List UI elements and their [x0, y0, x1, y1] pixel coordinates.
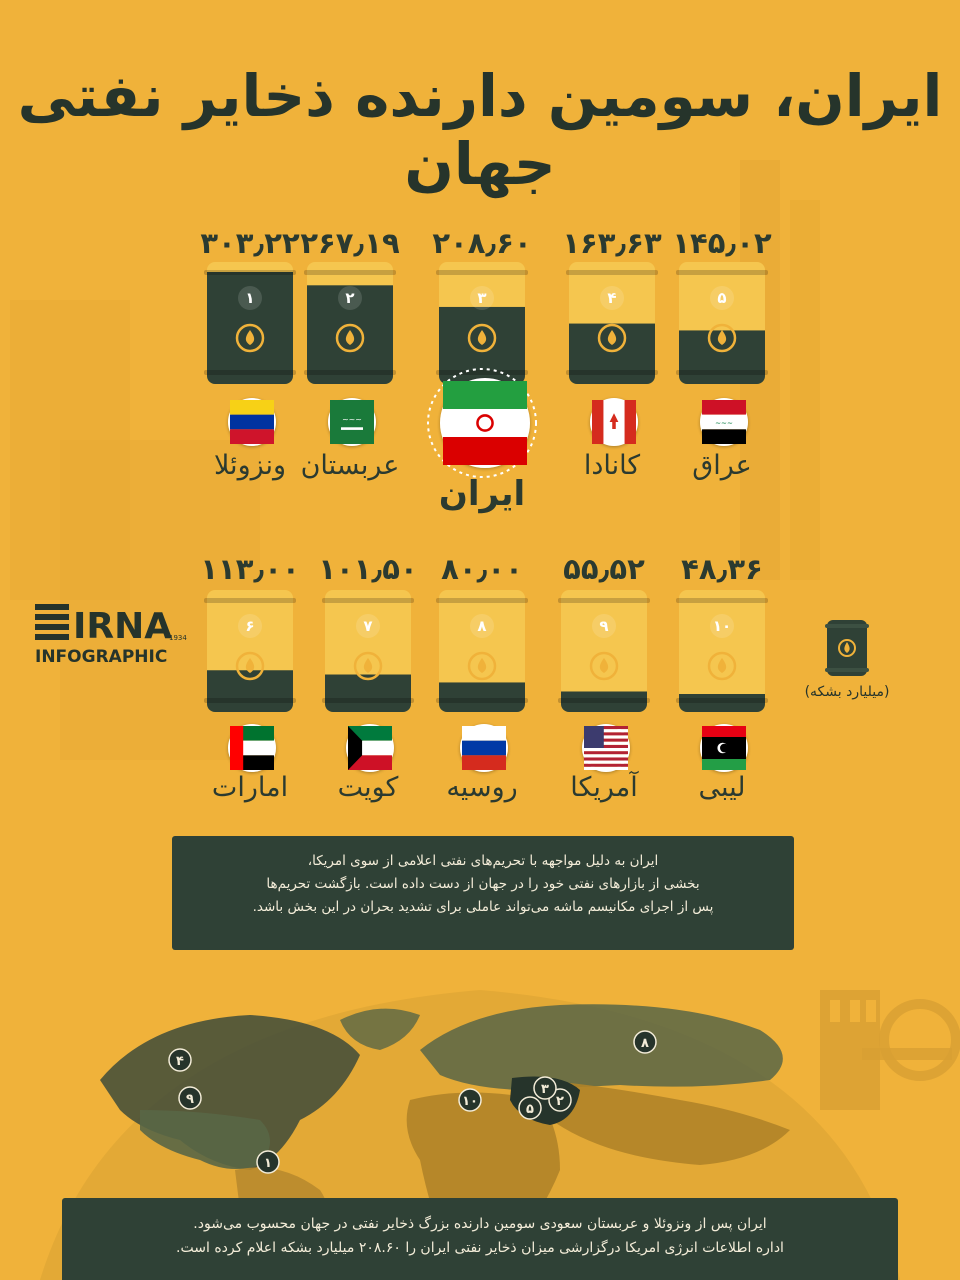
country-name: عربستان — [300, 450, 400, 481]
country-name: لیبی — [698, 772, 746, 803]
barrel-2 — [304, 262, 396, 384]
map-marker-label: ۸ — [641, 1036, 649, 1051]
barrel-4 — [566, 262, 658, 384]
rank-label: ۸ — [477, 617, 487, 635]
map-marker-label: ۳ — [541, 1082, 549, 1097]
value-label: ۴۸٫۳۶ — [681, 552, 763, 586]
page-title: ایران، سومین دارنده ذخایر نفتی جهان — [17, 62, 943, 198]
country-name: کانادا — [583, 450, 641, 481]
svg-text:~~~: ~~~ — [715, 418, 733, 428]
country-name: کویت — [337, 772, 399, 803]
barrel-7 — [322, 590, 414, 712]
map-marker-label: ۵ — [526, 1102, 534, 1117]
value-label: ۸۰٫۰۰ — [441, 552, 523, 586]
map-marker-label: ۲ — [556, 1094, 564, 1109]
rank-label: ۱۰ — [712, 617, 732, 635]
kuwait-flag-icon — [346, 724, 394, 772]
barrel-1 — [204, 262, 296, 384]
value-label: ۵۵٫۵۲ — [563, 552, 645, 586]
value-label: ۱۱۳٫۰۰ — [200, 552, 300, 586]
info-line: بخشی از بازارهای نفتی خود را در جهان از دست داده است. بازگشت تحریم‌ها — [266, 876, 700, 892]
logo-year: 1934 — [169, 634, 187, 642]
value-label: ۲۰۸٫۶۰ — [432, 226, 532, 260]
rank-label: ۲ — [345, 289, 355, 307]
map-marker-label: ۱۰ — [462, 1094, 478, 1109]
logo-sub: INFOGRAPHIC — [35, 647, 168, 667]
saudi-flag-icon — [328, 398, 376, 446]
rank-label: ۱ — [245, 289, 255, 307]
barrel-8 — [436, 590, 528, 712]
canada-flag-icon — [590, 398, 638, 446]
usa-flag-icon — [582, 724, 630, 772]
venezuela-flag-icon — [228, 398, 276, 446]
rank-label: ۶ — [245, 617, 255, 635]
info-line: ایران به دلیل مواجهه با تحریم‌های نفتی اعلامی از سوی امریکا، — [307, 853, 659, 869]
iraq-flag-icon — [700, 398, 748, 446]
value-label: ۱۰۱٫۵۰ — [318, 552, 418, 586]
info-box-sanctions — [172, 836, 794, 950]
rank-label: ۴ — [607, 289, 617, 307]
rank-label: ۹ — [599, 617, 609, 635]
barrel-3 — [436, 262, 528, 384]
iran-flag-icon — [440, 378, 530, 468]
barrel-9 — [558, 590, 650, 712]
barrel-6 — [204, 590, 296, 712]
country-name: ونزوئلا — [213, 450, 287, 481]
logo-brand: IRNA — [73, 606, 173, 647]
russia-flag-icon — [460, 724, 508, 772]
info-line: اداره اطلاعات انرژی امریکا درگزارشی میزان ذخایر نفتی ایران را ۲۰۸.۶۰ میلیارد بشکه اعلام کرده است. — [176, 1240, 784, 1256]
rank-label: ۳ — [477, 289, 487, 307]
unit-label: (میلیارد بشکه) — [804, 684, 890, 700]
value-label: ۱۴۵٫۰۲ — [672, 226, 772, 260]
map-marker-label: ۱ — [264, 1156, 272, 1171]
value-label: ۱۶۳٫۶۳ — [562, 226, 662, 260]
rank-label: ۷ — [363, 617, 373, 635]
country-name: عراق — [692, 450, 752, 481]
value-label: ۲۶۷٫۱۹ — [300, 226, 400, 260]
rank-label: ۵ — [717, 289, 727, 307]
country-name: آمریکا — [570, 772, 638, 803]
svg-text:~~~: ~~~ — [342, 415, 362, 424]
country-name: امارات — [211, 772, 289, 803]
barrel-fill-8 — [439, 682, 525, 712]
info-line: ایران پس از ونزوئلا و عربستان سعودی سومین دارنده بزرگ ذخایر نفتی در جهان محسوب می‌شود. — [193, 1216, 767, 1232]
uae-flag-icon — [228, 724, 276, 772]
libya-flag-icon — [700, 724, 748, 772]
barrel-5 — [676, 262, 768, 384]
barrel-10 — [676, 590, 768, 712]
country-name: روسیه — [446, 772, 518, 803]
info-line: پس از اجرای مکانیسم ماشه می‌تواند عاملی برای تشدید بحران در این بخش باشد. — [252, 899, 714, 915]
value-label: ۳۰۳٫۲۲ — [200, 226, 300, 260]
map-marker-label: ۹ — [186, 1092, 194, 1107]
info-box-reserves — [62, 1198, 898, 1280]
country-name: ایران — [438, 474, 526, 514]
barrel-fill-6 — [207, 670, 293, 712]
map-marker-label: ۴ — [176, 1054, 184, 1069]
